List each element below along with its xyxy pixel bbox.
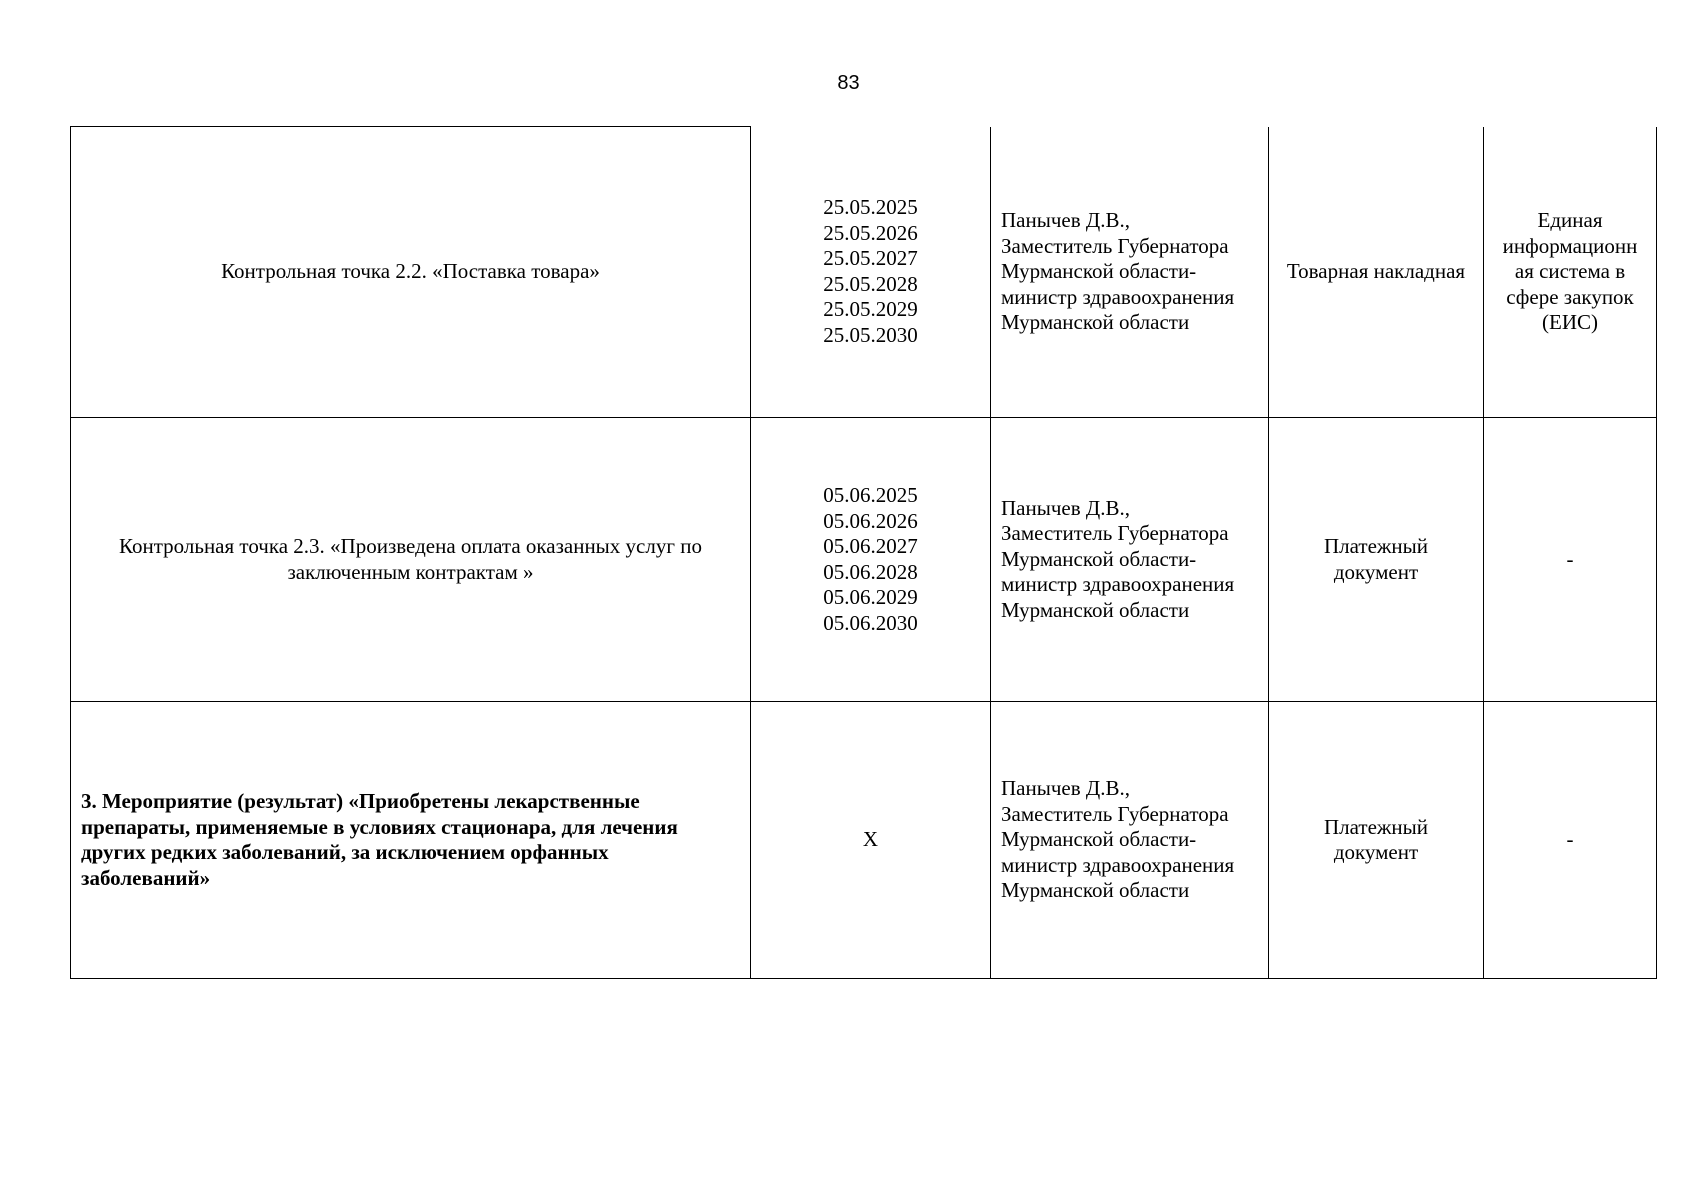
document-cell [1269,418,1484,702]
responsible-line: министр здравоохранения [1001,572,1235,597]
responsible-line: Мурманской области- [1001,827,1197,852]
dates-cell [751,418,991,702]
system-line: информационн [1502,233,1638,258]
table-row [71,418,1657,702]
document-line: документ [1333,840,1419,864]
responsible-line: Панычев Д.В., [1001,776,1130,801]
date-value: 25.05.2030 [823,322,918,347]
document-line: Платежный [1323,814,1428,839]
responsible-cell [991,702,1269,979]
event-name-cell: 3. Мероприятие (результат) «Приобретены лекарственные препараты, применяемые в условиях стационара, для лечения других редких заболеваний, за исключением орфанных заболеваний» [71,702,751,979]
date-value: 25.05.2028 [823,271,918,296]
responsible-cell [991,418,1269,702]
date-value: 25.05.2025 [823,195,918,220]
table-row [71,702,1657,979]
date-value: 05.06.2025 [823,483,918,507]
document-line: Платежный [1323,534,1428,558]
table-row [71,127,1657,418]
responsible-line: Мурманской области [1001,878,1190,903]
system-line: ая система в [1514,259,1626,283]
responsible-line: Мурманской области [1001,310,1190,334]
responsible-line: Заместитель Губернатора [1001,521,1229,546]
responsible-cell [991,127,1269,418]
system-line: Единая [1537,208,1603,232]
date-value: 25.05.2029 [823,297,918,322]
date-value: 05.06.2029 [823,585,918,609]
document-cell: Товарная накладная [1269,127,1484,418]
responsible-line: Мурманской области- [1001,546,1197,571]
responsible-line: Мурманской области- [1001,259,1197,283]
system-cell [1484,127,1657,418]
date-value: 25.05.2027 [823,246,918,271]
dates-cell: Х [751,702,991,979]
event-name-cell: Контрольная точка 2.2. «Поставка товара» [71,127,751,418]
responsible-line: министр здравоохранения [1001,284,1235,309]
date-value: 05.06.2027 [823,534,918,558]
date-value: 25.05.2026 [823,220,918,245]
responsible-line: Заместитель Губернатора [1001,801,1229,826]
document-line: документ [1333,559,1419,584]
date-value: 05.06.2030 [823,610,918,635]
date-value: 05.06.2028 [823,559,918,584]
document-cell [1269,702,1484,979]
responsible-line: Заместитель Губернатора [1001,233,1229,258]
control-points-table [70,126,1657,979]
responsible-line: министр здравоохранения [1001,852,1235,877]
system-line: (ЕИС) [1542,310,1598,334]
system-line: сфере закупок [1506,284,1634,309]
responsible-line: Панычев Д.В., [1001,208,1130,232]
date-value: 05.06.2026 [823,508,918,533]
responsible-line: Панычев Д.В., [1001,495,1130,520]
system-cell: - [1484,418,1657,702]
dates-cell [751,127,991,418]
page-number: 83 [837,72,860,94]
system-cell: - [1484,702,1657,979]
event-name-cell: Контрольная точка 2.3. «Произведена оплата оказанных услуг по заключенным контрактам » [71,418,751,702]
responsible-line: Мурманской области [1001,597,1190,622]
